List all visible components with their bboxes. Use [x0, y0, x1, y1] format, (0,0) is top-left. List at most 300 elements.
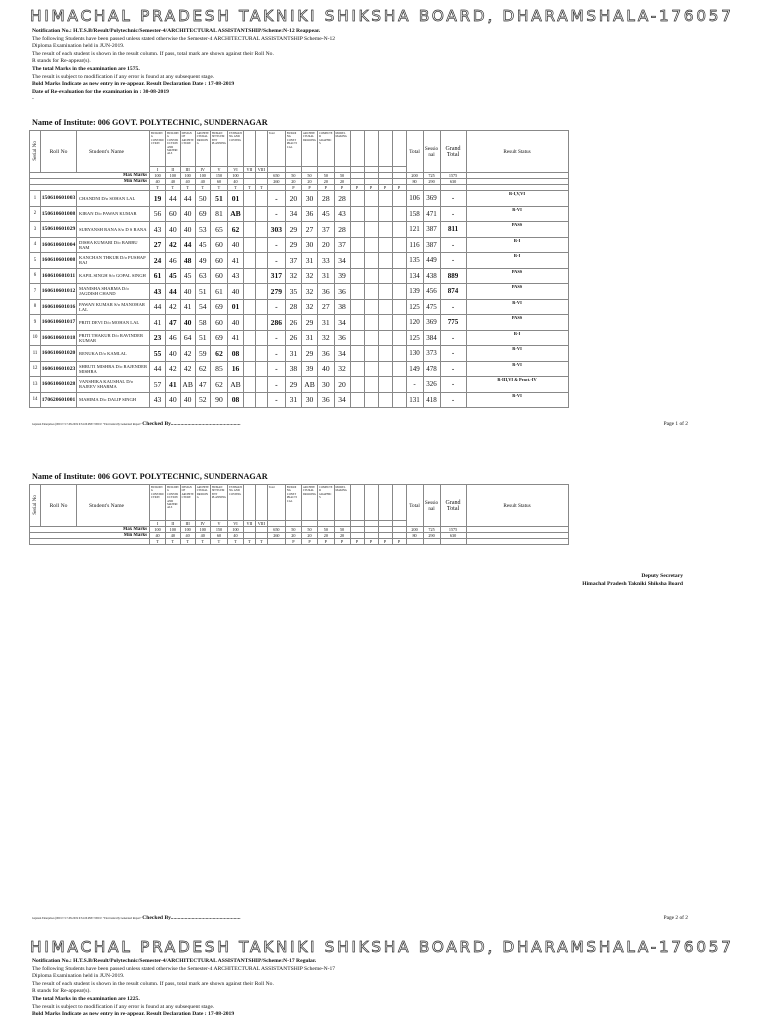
student-name-header: Student's Name: [77, 131, 150, 173]
blank: [392, 361, 406, 377]
theory-mark: 90: [210, 392, 227, 408]
grand-total: -: [440, 299, 466, 315]
blank: [364, 206, 378, 222]
practical-mark: 30: [301, 191, 317, 207]
total: -: [406, 377, 423, 393]
theory-mark: 63: [195, 268, 210, 284]
serial-no: 9: [30, 315, 41, 331]
max-sum: 725: [423, 527, 440, 533]
theory-total: -: [267, 377, 285, 393]
practical-mark: 36: [334, 330, 350, 346]
serial-no: 11: [30, 346, 41, 362]
practical-mark: 37: [285, 253, 301, 269]
theory-total: -: [267, 361, 285, 377]
result-status: R-VI: [466, 392, 568, 408]
blank: [243, 268, 255, 284]
max-mark: 100: [195, 173, 210, 179]
theory-head: HUMAN SETTLEM ENT PLANNING: [210, 485, 227, 521]
type-t: T: [210, 185, 227, 191]
grand-total-header: Grand Total: [440, 485, 466, 527]
practical-head: ARCHITE CTURAL DRAWING: [301, 131, 317, 167]
type-p: P: [392, 539, 406, 545]
type-p: P: [350, 539, 364, 545]
blank: [392, 206, 406, 222]
theory-total: 279: [267, 284, 285, 300]
theory-mark: 60: [210, 253, 227, 269]
practical-mark: 31: [301, 330, 317, 346]
type-t: T: [255, 185, 267, 191]
theory-mark: 44: [166, 284, 181, 300]
practical-mark: 28: [285, 299, 301, 315]
roll-no: 150610601003: [41, 191, 77, 207]
min-mark: 40: [150, 533, 166, 539]
serial-no: 3: [30, 222, 41, 238]
generated-text: Gajanan Enterprises (0001>>17-08-2019 6:54:26 PM>>0001> "Electronically Generated Report": [32, 423, 142, 426]
practical-mark: 32: [334, 361, 350, 377]
blank: [378, 346, 392, 362]
practical-mark: 29: [301, 346, 317, 362]
total-head: Total: [267, 485, 285, 521]
serial-no: 14: [30, 392, 41, 408]
type-t: T: [195, 539, 210, 545]
student-name: SURYANSH RANA S/o D S RANA: [77, 222, 150, 238]
sessional: 369: [423, 315, 440, 331]
min-mark: 40: [228, 533, 244, 539]
theory-mark: 24: [150, 253, 166, 269]
theory-mark: 47: [166, 315, 181, 331]
blank: [350, 191, 364, 207]
table-row: [30, 361, 569, 377]
result-status: R-I: [466, 237, 568, 253]
min-sum: 290: [423, 179, 440, 185]
student-name: MANISHA SHARMA D/o JAGDISH CHAND: [77, 284, 150, 300]
passed-line: The following Students have been passed unless stated otherwise the Semester-4 ARCHITECTURAL ASSISTANTSHIP Scheme-N-17: [32, 965, 336, 972]
theory-mark: 40: [228, 284, 244, 300]
max-mark: 100: [166, 527, 181, 533]
min-prac: 20: [334, 179, 350, 185]
theory-mark: 45: [180, 268, 195, 284]
r-stands: R stands for Re-appear(s).: [32, 988, 91, 995]
theory-head: [243, 485, 255, 521]
theory-head: [243, 131, 255, 167]
table-row: [30, 330, 569, 346]
signature-block: [582, 572, 683, 588]
roll-no: 160610601011: [41, 268, 77, 284]
theory-mark: 43: [150, 392, 166, 408]
blank: [364, 346, 378, 362]
roll-no: 150610601029: [41, 222, 77, 238]
roman-numeral: I: [150, 521, 166, 527]
type-t: T: [150, 539, 166, 545]
total: 149: [406, 361, 423, 377]
min-mark: 40: [150, 179, 166, 185]
blank: [350, 268, 364, 284]
practical-mark: 38: [285, 361, 301, 377]
total: 106: [406, 191, 423, 207]
grand-total: 874: [440, 284, 466, 300]
theory-mark: 62: [195, 361, 210, 377]
blank: [364, 268, 378, 284]
practical-mark: 26: [285, 330, 301, 346]
practical-head: [350, 131, 364, 167]
blank: [423, 539, 440, 545]
blank: [466, 539, 568, 545]
min-mark: 40: [228, 179, 244, 185]
type-p: P: [301, 185, 317, 191]
practical-mark: 27: [318, 299, 334, 315]
max-mark: 100: [166, 173, 181, 179]
table-row: [30, 392, 569, 408]
theory-mark: 43: [150, 284, 166, 300]
practical-mark: 32: [301, 268, 317, 284]
notification-no: Notification No.: H.T.S.B/Result/Polytechnic/Semester-4/ARCHITECTURAL ASSISTANTSHIP/Scheme:N-12 Reappear.: [32, 28, 321, 34]
theory-mark: 60: [210, 268, 227, 284]
sessional: 456: [423, 284, 440, 300]
min-mark: 40: [180, 533, 195, 539]
theory-mark: 40: [166, 392, 181, 408]
max-mark: 100: [195, 527, 210, 533]
theory-mark: 51: [195, 284, 210, 300]
max-prac: 50: [334, 173, 350, 179]
max-prac: 50: [318, 527, 334, 533]
reeval-date: Date of Re-evaluation for the examination in : 30-08-2019: [32, 88, 169, 95]
max-prac: 50: [285, 527, 301, 533]
max-mark: 100: [228, 527, 244, 533]
max-total: 650: [267, 527, 285, 533]
dash: -: [32, 96, 34, 103]
student-name: CHANDNI D/o SOHAN LAL: [77, 191, 150, 207]
serial-no: 2: [30, 206, 41, 222]
sessional: 384: [423, 330, 440, 346]
type-t: T: [243, 185, 255, 191]
theory-mark: 62: [210, 377, 227, 393]
practical-mark: 32: [318, 330, 334, 346]
theory-mark: 44: [166, 191, 181, 207]
serial-no-header: Serial No: [30, 131, 41, 173]
roll-no: 160610601023: [41, 361, 77, 377]
sessional: 326: [423, 377, 440, 393]
theory-mark: 48: [180, 253, 195, 269]
total: 116: [406, 237, 423, 253]
max-prac: 50: [301, 527, 317, 533]
student-name: MAHIMA D/o DALIP SINGH: [77, 392, 150, 408]
table-row: [30, 222, 569, 238]
blank: [364, 392, 378, 408]
blank: [255, 206, 267, 222]
theory-mark: 40: [180, 392, 195, 408]
practical-mark: 30: [301, 237, 317, 253]
roll-no: 160610601004: [41, 237, 77, 253]
notification-block-page3: [32, 958, 452, 1019]
practical-mark: 29: [285, 237, 301, 253]
blank: [255, 222, 267, 238]
roman-numeral: IV: [195, 521, 210, 527]
blank: [378, 268, 392, 284]
r-stands: R stands for Re-appear(s).: [32, 58, 91, 65]
theory-head: BUILDIN G CONSTRU CTION: [150, 485, 166, 521]
theory-mark: AB: [228, 377, 244, 393]
theory-total: -: [267, 206, 285, 222]
result-shown: The result of each student is shown in the result column. If pass, total mark are shown against their Roll No.: [32, 50, 274, 57]
min-marks-label: Min Marks: [30, 179, 150, 185]
roman-numeral: VIII: [255, 521, 267, 527]
blank: [364, 361, 378, 377]
theory-mark: 16: [228, 361, 244, 377]
deputy-secretary: Deputy Secretary: [641, 573, 683, 579]
table-row: [30, 237, 569, 253]
practical-mark: 28: [334, 222, 350, 238]
theory-total: -: [267, 299, 285, 315]
max-mark: 150: [210, 527, 227, 533]
theory-mark: 23: [150, 330, 166, 346]
notification-no: Notification No.: H.T.S.B/Result/Polytechnic/Semester-4/ARCHITECTURAL ASSISTANTSHIP/Scheme:N-17 Regular.: [32, 958, 317, 964]
theory-mark: 58: [195, 315, 210, 331]
type-t: T: [210, 539, 227, 545]
min-mark: 40: [195, 533, 210, 539]
blank: [267, 539, 285, 545]
practical-head: ARCHITE CTURAL DRAWING: [301, 485, 317, 521]
theory-total: 303: [267, 222, 285, 238]
practical-mark: 37: [334, 237, 350, 253]
practical-mark: 32: [285, 268, 301, 284]
blank: [392, 237, 406, 253]
total: 134: [406, 268, 423, 284]
roll-no: 160610601016: [41, 299, 77, 315]
result-status: R-VI: [466, 346, 568, 362]
blank: [243, 237, 255, 253]
grand-total: 775: [440, 315, 466, 331]
theory-mark: 61: [150, 268, 166, 284]
max-sum: 200: [406, 527, 423, 533]
blank: [243, 361, 255, 377]
table-row: [30, 253, 569, 269]
min-prac: 20: [318, 533, 334, 539]
blank: [392, 191, 406, 207]
type-t: T: [195, 185, 210, 191]
type-t: T: [180, 185, 195, 191]
theory-mark: 46: [166, 330, 181, 346]
theory-mark: 85: [210, 361, 227, 377]
type-p: P: [350, 185, 364, 191]
theory-mark: 81: [210, 206, 227, 222]
result-status-header: Result Status: [466, 131, 568, 173]
total: 135: [406, 253, 423, 269]
blank: [243, 392, 255, 408]
practical-head: [364, 485, 378, 521]
max-sum: 1575: [440, 527, 466, 533]
theory-head: ESTIMATI NG AND COSTING: [228, 131, 244, 167]
min-mark: 40: [166, 533, 181, 539]
min-sum: 630: [440, 179, 466, 185]
result-shown: The result of each student is shown in the result column. If pass, total mark are shown against their Roll No.: [32, 980, 274, 987]
total-head: Total: [267, 131, 285, 167]
blank: [378, 253, 392, 269]
theory-mark: AB: [228, 206, 244, 222]
grand-total: -: [440, 206, 466, 222]
blank: [364, 191, 378, 207]
blank: [378, 237, 392, 253]
practical-mark: 26: [285, 315, 301, 331]
max-marks-label: Max Marks: [30, 527, 150, 533]
blank: [30, 539, 150, 545]
roman-numeral: III: [180, 521, 195, 527]
student-name: DISHA KUMARI D/o BABBU RAM: [77, 237, 150, 253]
type-t: T: [166, 185, 181, 191]
max-mark: 100: [180, 173, 195, 179]
type-t: T: [228, 185, 244, 191]
min-prac: 20: [318, 179, 334, 185]
total: 120: [406, 315, 423, 331]
theory-mark: 41: [228, 253, 244, 269]
sessional: 387: [423, 222, 440, 238]
total-header: Total: [406, 485, 423, 527]
type-p: P: [318, 185, 334, 191]
theory-mark: 45: [195, 237, 210, 253]
max-sum: 725: [423, 173, 440, 179]
blank: [350, 361, 364, 377]
blank: [350, 222, 364, 238]
roll-no-header: Roll No: [41, 485, 77, 527]
roman-numeral: V: [210, 167, 227, 173]
theory-total: -: [267, 392, 285, 408]
blank: [255, 253, 267, 269]
theory-head: BUILDIN G CONSTR UCTION AND MATERI ALS: [166, 485, 181, 521]
max-mark: 150: [210, 173, 227, 179]
practical-head: [392, 131, 406, 167]
result-status: PASS: [466, 284, 568, 300]
blank: [255, 191, 267, 207]
roman-numeral: VI: [228, 521, 244, 527]
blank: [243, 330, 255, 346]
blank: [378, 191, 392, 207]
blank: [243, 253, 255, 269]
practical-mark: 36: [318, 392, 334, 408]
theory-mark: 60: [210, 315, 227, 331]
practical-mark: 31: [318, 315, 334, 331]
theory-mark: 42: [166, 299, 181, 315]
student-name: KIRAN D/o PAWAN KUMAR: [77, 206, 150, 222]
practical-mark: 20: [334, 377, 350, 393]
blank: [350, 346, 364, 362]
practical-mark: 29: [285, 377, 301, 393]
sessional: 369: [423, 191, 440, 207]
grand-total: -: [440, 330, 466, 346]
theory-mark: 45: [166, 268, 181, 284]
min-marks-label: Min Marks: [30, 533, 150, 539]
type-p: P: [285, 185, 301, 191]
theory-mark: 59: [195, 346, 210, 362]
total: 139: [406, 284, 423, 300]
practical-mark: 30: [318, 377, 334, 393]
sessional: 373: [423, 346, 440, 362]
result-status: R-I: [466, 253, 568, 269]
blank: [392, 315, 406, 331]
practical-head: MODEL MAKING: [334, 485, 350, 521]
theory-mark: 54: [195, 299, 210, 315]
total: 125: [406, 330, 423, 346]
total: 158: [406, 206, 423, 222]
practical-mark: 28: [334, 191, 350, 207]
min-mark: 60: [210, 533, 227, 539]
practical-mark: 43: [334, 206, 350, 222]
blank: [378, 222, 392, 238]
roman-numeral: VII: [243, 167, 255, 173]
blank: [392, 299, 406, 315]
theory-total: -: [267, 237, 285, 253]
practical-mark: 35: [285, 284, 301, 300]
theory-mark: 40: [228, 315, 244, 331]
practical-head: COMPUTE R GRAPHIC S: [318, 131, 334, 167]
serial-no: 5: [30, 253, 41, 269]
serial-no: 4: [30, 237, 41, 253]
min-mark: 40: [166, 179, 181, 185]
table-row: [30, 377, 569, 393]
theory-mark: 49: [195, 253, 210, 269]
theory-mark: 69: [210, 330, 227, 346]
bold-marks: Bold Marks Indicate as new entry in re-appear. Result Declaration Date : 17-08-2019: [32, 1011, 235, 1018]
max-prac: 50: [334, 527, 350, 533]
blank: [378, 284, 392, 300]
practical-mark: 20: [285, 191, 301, 207]
theory-head: DESIGN OF ARCHITE CTURE: [180, 131, 195, 167]
theory-total: -: [267, 330, 285, 346]
checked-by: Checked By..................................................: [142, 421, 241, 427]
total: 125: [406, 299, 423, 315]
practical-mark: 32: [301, 299, 317, 315]
blank: [392, 268, 406, 284]
result-status: R-VI: [466, 206, 568, 222]
theory-mark: 52: [195, 392, 210, 408]
theory-mark: 47: [195, 377, 210, 393]
theory-mark: 56: [150, 206, 166, 222]
student-name: KAPIL SINGH S/o GOPAL SINGH: [77, 268, 150, 284]
practical-head: BUILDI NG CONST PRACTI CAL: [285, 131, 301, 167]
blank: [392, 377, 406, 393]
theory-mark: 69: [195, 206, 210, 222]
max-mark: 100: [150, 173, 166, 179]
theory-mark: 08: [228, 346, 244, 362]
min-prac: 20: [334, 533, 350, 539]
sessional: 478: [423, 361, 440, 377]
max-total: 650: [267, 173, 285, 179]
type-p: P: [301, 539, 317, 545]
practical-head: COMPUTE R GRAPHIC S: [318, 485, 334, 521]
max-prac: 50: [285, 173, 301, 179]
roll-no: 160610601018: [41, 330, 77, 346]
roll-no: 150610601008: [41, 206, 77, 222]
max-mark: 100: [150, 527, 166, 533]
blank: [364, 253, 378, 269]
theory-head: ARCHITE CTURAL DRAWIN G: [195, 131, 210, 167]
blank: [350, 284, 364, 300]
blank: [255, 330, 267, 346]
practical-mark: 30: [301, 392, 317, 408]
practical-mark: 36: [318, 346, 334, 362]
type-p: P: [364, 185, 378, 191]
blank: [243, 206, 255, 222]
theory-head: DESIGN OF ARCHITE CTURE: [180, 485, 195, 521]
min-mark: 40: [180, 179, 195, 185]
blank: [255, 315, 267, 331]
practical-mark: AB: [301, 377, 317, 393]
blank: [364, 222, 378, 238]
type-t: T: [180, 539, 195, 545]
roman-numeral: IV: [195, 167, 210, 173]
result-status: PASS: [466, 268, 568, 284]
practical-head: [392, 485, 406, 521]
min-sum: 80: [406, 179, 423, 185]
theory-mark: 51: [210, 191, 227, 207]
